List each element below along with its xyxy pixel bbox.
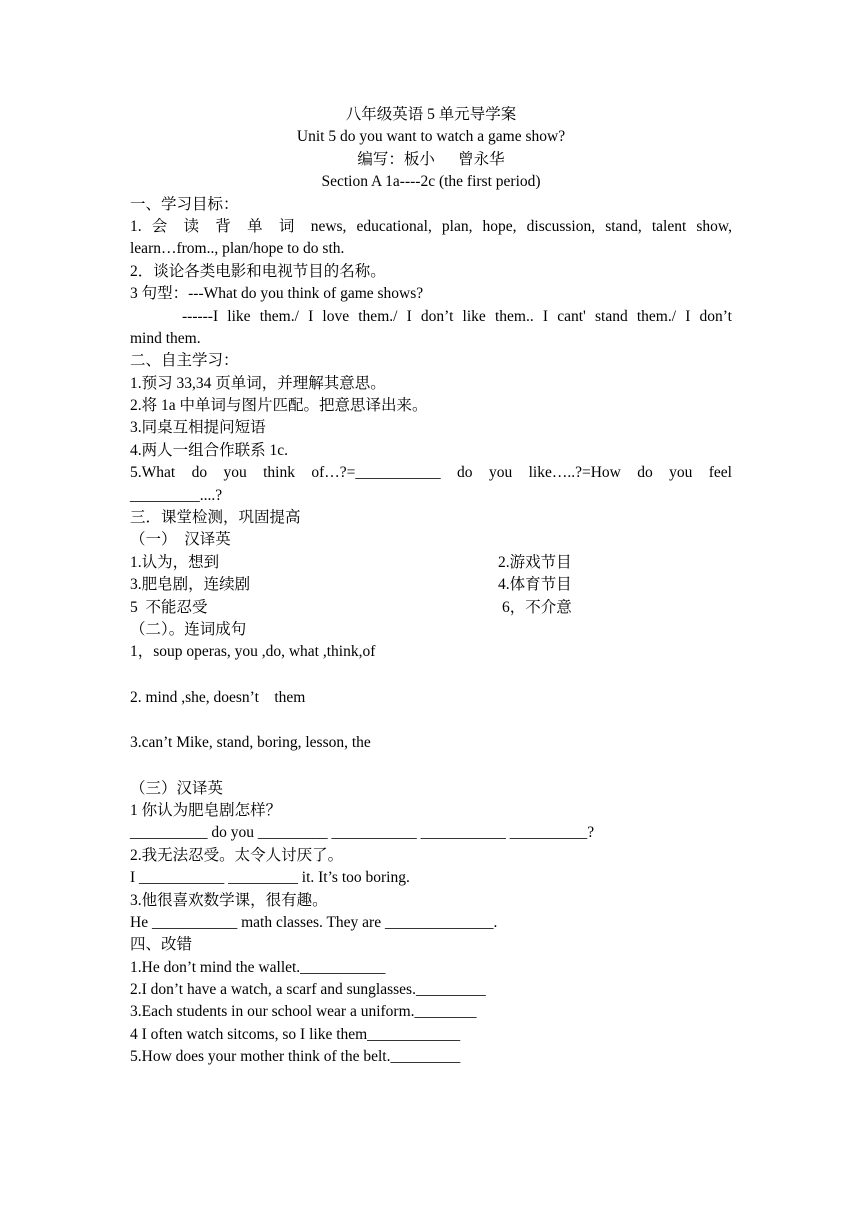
translate-1-chinese: 1 你认为肥皂剧怎样？ xyxy=(130,801,282,819)
part-1-heading: （一） 汉译英 xyxy=(130,531,231,549)
self-study-item-5-line-1: 5.What do you think of…?=___________ do you like…..?=How do you feel xyxy=(130,464,732,482)
author-line: 编写：板小 曾永华 xyxy=(357,150,505,168)
translate-3-chinese: 3.他很喜欢数学课，很有趣。 xyxy=(130,891,328,909)
goal-3-line-1: 3 句型：---What do you think of game shows? xyxy=(130,285,424,303)
document-page xyxy=(130,104,732,1069)
vocab-row-1 xyxy=(130,552,732,574)
vocab-item-3: 3.肥皂剧，连续剧 xyxy=(130,576,251,594)
correction-item-5: 5.How does your mother think of the belt._________ xyxy=(130,1048,461,1066)
vocab-row-3 xyxy=(130,597,732,619)
correction-heading: 四、改错 xyxy=(130,936,193,954)
part-3-heading: （三）汉译英 xyxy=(130,779,224,797)
goal-1-line-2: learn…from.., plan/hope to do sth. xyxy=(130,240,345,258)
correction-item-1: 1.He don’t mind the wallet.___________ xyxy=(130,958,386,976)
part-2-heading: （二）。连词成句 xyxy=(130,620,247,638)
correction-item-3: 3.Each students in our school wear a uniform.________ xyxy=(130,1003,477,1021)
self-study-item-4: 4.两人一组合作联系 1c. xyxy=(130,441,289,459)
unit-title: Unit 5 do you want to watch a game show? xyxy=(296,128,566,146)
self-study-item-3: 3.同桌互相提问短语 xyxy=(130,419,266,437)
vocab-item-1: 1.认为，想到 xyxy=(130,553,220,571)
translate-1-english: __________ do you _________ ___________ ___________ __________? xyxy=(130,824,595,842)
goal-1-line-1: 1. 会 读 背 单 词 news, educational, plan, hope, discussion, stand, talent show, xyxy=(130,217,732,235)
self-study-item-5-line-2: _________....? xyxy=(130,486,223,504)
sentence-1: 1，soup operas, you ,do, what ,think,of xyxy=(130,643,376,661)
vocab-item-6: 6，不介意 xyxy=(502,598,572,616)
correction-item-4: 4 I often watch sitcoms, so I like them____________ xyxy=(130,1025,461,1043)
translate-3-english: He ___________ math classes. They are ______________. xyxy=(130,913,498,931)
answer-space xyxy=(130,755,732,778)
translate-2-english: I ___________ _________ it. It’s too boring. xyxy=(130,869,410,887)
classroom-heading: 三．课堂检测，巩固提高 xyxy=(130,509,301,527)
vocab-item-5: 5 不能忍受 xyxy=(130,598,208,616)
goal-3-line-2: ------I like them./ I love them./ I don’t like them.. I cant' stand them./ I don’t xyxy=(182,307,732,325)
goal-2: 2．谈论各类电影和电视节目的名称。 xyxy=(130,262,386,280)
answer-space xyxy=(130,709,732,732)
section-title: Section A 1a----2c (the first period) xyxy=(321,173,541,191)
document-title: 八年级英语 5 单元导学案 xyxy=(345,106,517,123)
sentence-3: 3.can’t Mike, stand, boring, lesson, the xyxy=(130,734,371,752)
vocab-item-4: 4.体育节目 xyxy=(498,576,572,594)
vocab-row-2 xyxy=(130,574,732,596)
answer-space xyxy=(130,664,732,687)
goals-heading: 一、学习目标： xyxy=(130,195,239,213)
goal-3-line-3: mind them. xyxy=(130,329,201,347)
self-study-item-2: 2.将 1a 中单词与图片匹配。把意思译出来。 xyxy=(130,397,428,415)
sentence-2: 2. mind ,she, doesn’t them xyxy=(130,688,306,706)
self-study-heading: 二、自主学习： xyxy=(130,352,239,370)
vocab-item-2: 2.游戏节目 xyxy=(498,553,572,571)
self-study-item-1: 1.预习 33,34 页单词，并理解其意思。 xyxy=(130,374,386,392)
translate-2-chinese: 2.我无法忍受。太令人讨厌了。 xyxy=(130,846,344,864)
correction-item-2: 2.I don’t have a watch, a scarf and sunglasses._________ xyxy=(130,981,486,999)
